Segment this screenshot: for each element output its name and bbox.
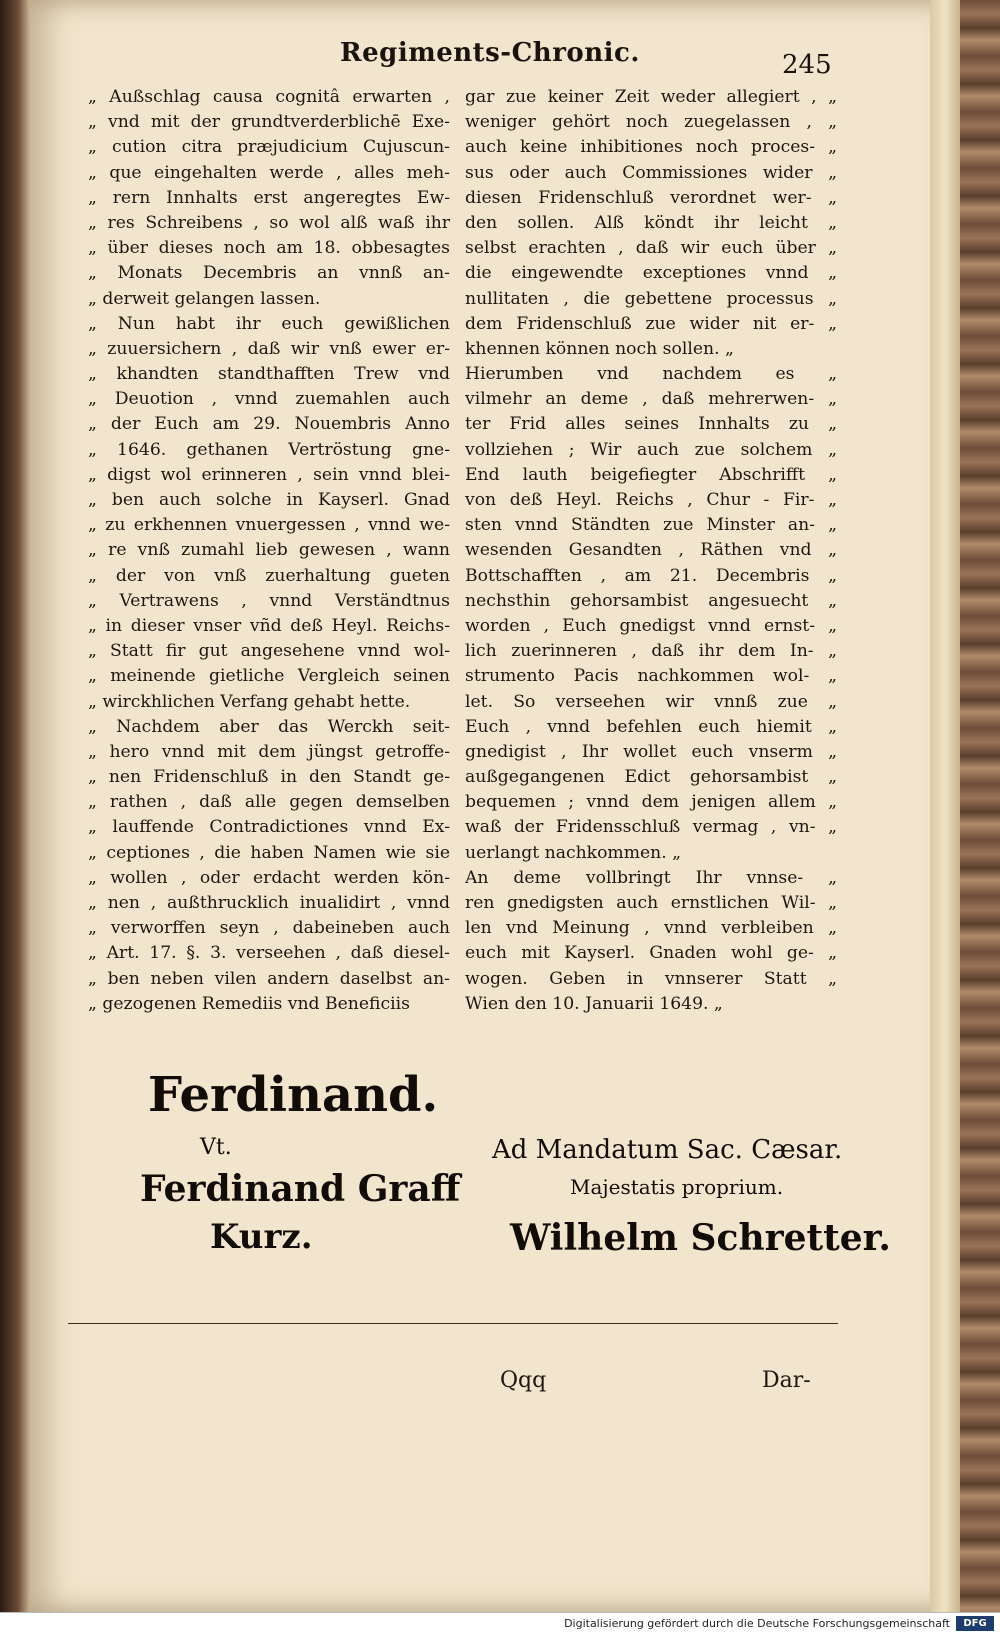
text-line: den sollen. Alß köndt ihr leicht „ bbox=[465, 212, 837, 233]
text-line: „ Außschlag causa cognitâ erwarten , bbox=[88, 87, 450, 107]
text-line: „ zu erkhennen vnuergessen , vnnd we- bbox=[88, 515, 450, 536]
text-line: End lauth beigefiegter Abschrifft „ bbox=[465, 464, 837, 485]
text-line: nullitaten , die gebettene processus „ bbox=[465, 288, 837, 309]
text-line: „ in dieser vnser vñd deß Heyl. Reichs- bbox=[88, 615, 450, 636]
text-line: sus oder auch Commissiones wider „ bbox=[465, 162, 837, 183]
text-line: „ rern Innhalts erst angeregtes Ew- bbox=[88, 187, 450, 208]
text-line: let. So verseehen wir vnnß zue „ bbox=[465, 691, 837, 712]
text-line: waß der Fridensschluß vermag , vn- „ bbox=[465, 817, 837, 838]
text-line: „ lauffende Contradictiones vnnd Ex- bbox=[88, 817, 450, 838]
text-line: „ derweit gelangen lassen. bbox=[88, 288, 321, 309]
text-line: khennen können noch sollen. „ bbox=[465, 338, 734, 359]
text-line: außgegangenen Edict gehorsambist „ bbox=[465, 767, 837, 788]
text-line: „ que eingehalten werde , alles meh- bbox=[88, 162, 450, 183]
text-line: diesen Fridenschluß verordnet wer- „ bbox=[465, 187, 837, 208]
text-line: „ ben neben vilen andern daselbst an- bbox=[88, 968, 450, 989]
text-line: „ gezogenen Remediis vnd Beneficiis bbox=[88, 993, 410, 1014]
text-column-right bbox=[465, 85, 837, 1017]
text-line: „ rathen , daß alle gegen demselben bbox=[88, 792, 450, 813]
signature-vt: Vt. bbox=[200, 1135, 232, 1160]
text-line: vollziehen ; Wir auch zue solchem „ bbox=[465, 439, 837, 460]
text-line: „ verworffen seyn , dabeineben auch bbox=[88, 918, 450, 939]
text-line: len vnd Meinung , vnnd verbleiben „ bbox=[465, 918, 837, 939]
text-line: ren gnedigsten auch ernstlichen Wil- „ bbox=[465, 893, 837, 913]
text-line: „ Art. 17. §. 3. verseehen , daß diesel- bbox=[88, 943, 450, 964]
text-line: „ digst wol erinneren , sein vnnd blei- bbox=[88, 464, 450, 485]
text-line: dem Fridenschluß zue wider nit er- „ bbox=[465, 313, 837, 334]
text-line: „ nen Fridenschluß in den Standt ge- bbox=[88, 767, 450, 788]
text-line: An deme vollbringt Ihr vnnse- „ bbox=[465, 867, 837, 888]
page-number: 245 bbox=[782, 50, 832, 80]
printer-signature-mark: Qqq bbox=[500, 1368, 547, 1393]
text-line: „ cution citra præjudicium Cujuscun- bbox=[88, 137, 450, 158]
text-line: „ Statt fir gut angesehene vnnd wol- bbox=[88, 641, 450, 662]
footer-credit: Digitalisierung gefördert durch die Deutsche Forschungsgemeinschaft bbox=[564, 1617, 950, 1630]
text-line: ter Frid alles seines Innhalts zu „ bbox=[465, 414, 837, 435]
text-line: „ khandten standthafften Trew vnd bbox=[88, 364, 450, 385]
book-binding-left bbox=[0, 0, 30, 1635]
signature-secretary: Wilhelm Schretter. bbox=[510, 1217, 891, 1259]
text-line: selbst erachten , daß wir euch über „ bbox=[465, 238, 837, 259]
digitization-footer bbox=[0, 1612, 1000, 1636]
text-line: Bottschafften , am 21. Decembris „ bbox=[465, 565, 837, 586]
text-line: „ Nun habt ihr euch gewißlichen bbox=[88, 313, 450, 334]
text-column-left bbox=[88, 85, 450, 1017]
mandate-line-1: Ad Mandatum Sac. Cæsar. bbox=[492, 1135, 843, 1165]
text-line: gar zue keiner Zeit weder allegiert , „ bbox=[465, 87, 837, 107]
dfg-logo-icon: DFG bbox=[956, 1616, 994, 1631]
text-line: die eingewendte exceptiones vnnd „ bbox=[465, 263, 837, 284]
text-line: „ res Schreibens , so wol alß waß ihr bbox=[88, 212, 450, 233]
text-line: gnedigist , Ihr wollet euch vnserm „ bbox=[465, 741, 837, 762]
page-edge bbox=[930, 0, 960, 1612]
text-line: euch mit Kayserl. Gnaden wohl ge- „ bbox=[465, 943, 837, 964]
text-line: „ zuuersichern , daß wir vnß ewer er- bbox=[88, 338, 450, 359]
catchword: Dar- bbox=[762, 1368, 811, 1393]
mandate-line-2: Majestatis proprium. bbox=[570, 1175, 784, 1199]
text-line: lich zuerinneren , daß ihr dem In- „ bbox=[465, 641, 837, 662]
text-line: „ vnd mit der grundtverderblichē Exe- bbox=[88, 112, 450, 133]
countersignature-line-1: Ferdinand Graff bbox=[140, 1168, 461, 1210]
text-line: „ Vertrawens , vnnd Verständtnus bbox=[88, 590, 450, 611]
running-head: Regiments-Chronic. bbox=[340, 38, 640, 68]
text-line: Euch , vnnd befehlen euch hiemit „ bbox=[465, 716, 837, 737]
text-line: „ Monats Decembris an vnnß an- bbox=[88, 263, 450, 284]
text-line: weniger gehört noch zuegelassen , „ bbox=[465, 112, 837, 133]
text-line: Wien den 10. Januarii 1649. „ bbox=[465, 993, 723, 1014]
text-line: „ der Euch am 29. Nouembris Anno bbox=[88, 414, 450, 435]
text-line: „ Nachdem aber das Werckh seit- bbox=[88, 716, 450, 737]
text-line: wogen. Geben in vnnserer Statt „ bbox=[465, 968, 837, 989]
text-line: „ Deuotion , vnnd zuemahlen auch bbox=[88, 389, 450, 410]
text-line: „ wirckhlichen Verfang gehabt hette. bbox=[88, 691, 411, 712]
text-line: „ 1646. gethanen Vertröstung gne- bbox=[88, 439, 450, 460]
text-line: „ meinende gietliche Vergleich seinen bbox=[88, 666, 450, 687]
text-line: von deß Heyl. Reichs , Chur - Fir- „ bbox=[465, 490, 837, 510]
text-line: Hierumben vnd nachdem es „ bbox=[465, 364, 837, 385]
text-line: nechsthin gehorsambist angesuecht „ bbox=[465, 590, 837, 611]
text-line: „ re vnß zumahl lieb gewesen , wann bbox=[88, 540, 450, 561]
book-binding-right bbox=[960, 0, 1000, 1635]
text-line: „ wollen , oder erdacht werden kön- bbox=[88, 867, 450, 888]
text-line: vilmehr an deme , daß mehrerwen- „ bbox=[465, 389, 837, 410]
text-line: worden , Euch gnedigst vnnd ernst- „ bbox=[465, 615, 837, 636]
text-line: sten vnnd Ständten zue Minster an- „ bbox=[465, 515, 837, 536]
text-line: wesenden Gesandten , Räthen vnd „ bbox=[465, 540, 837, 561]
countersignature-line-2: Kurz. bbox=[210, 1217, 313, 1257]
text-line: „ der von vnß zuerhaltung gueten bbox=[88, 565, 450, 586]
text-line: strumento Pacis nachkommen wol- „ bbox=[465, 666, 837, 687]
text-line: „ nen , außthrucklich inualidirt , vnnd bbox=[88, 893, 450, 913]
text-line: uerlangt nachkommen. „ bbox=[465, 842, 682, 863]
text-line: „ ceptiones , die haben Namen wie sie bbox=[88, 842, 450, 863]
text-line: „ ben auch solche in Kayserl. Gnad bbox=[88, 490, 450, 510]
text-line: bequemen ; vnnd dem jenigen allem „ bbox=[465, 792, 837, 813]
signature-emperor: Ferdinand. bbox=[148, 1067, 439, 1123]
text-line: „ hero vnnd mit dem jüngst getroffe- bbox=[88, 741, 450, 762]
text-line: auch keine inhibitiones noch proces- „ bbox=[465, 137, 837, 158]
footnote-rule bbox=[68, 1323, 838, 1324]
text-line: „ über dieses noch am 18. obbesagtes bbox=[88, 238, 450, 259]
